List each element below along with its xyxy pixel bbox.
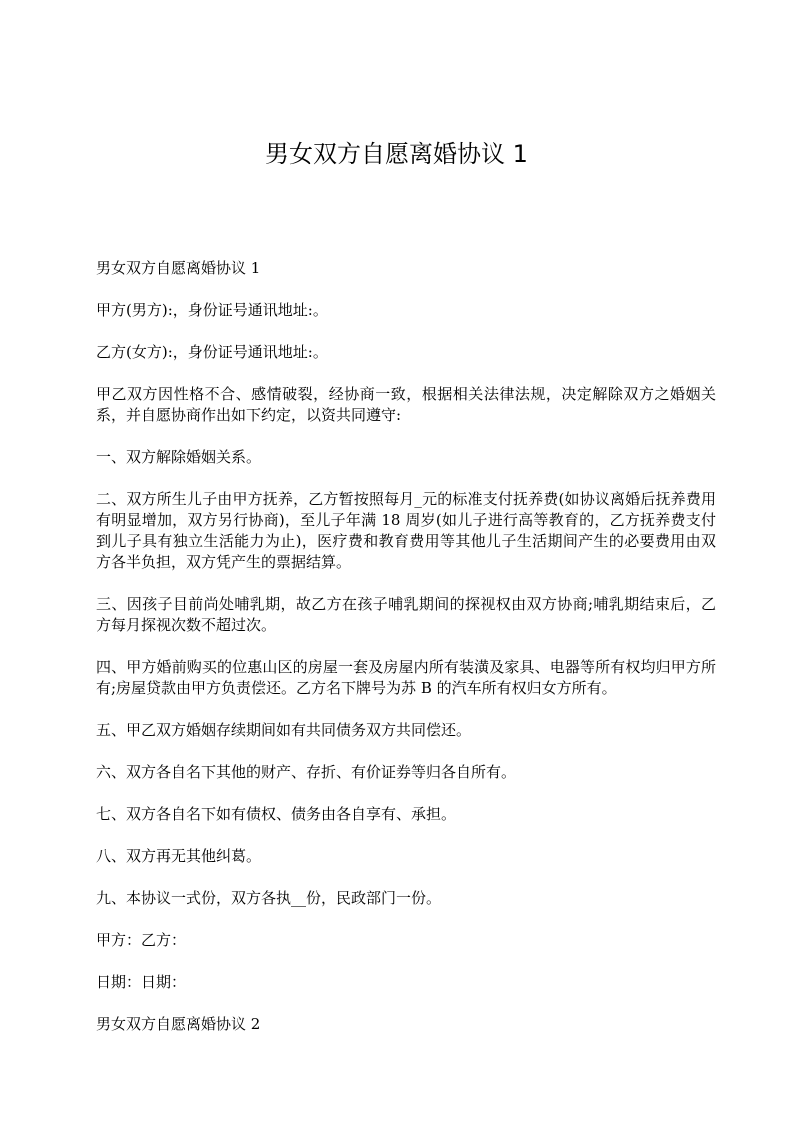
paragraph-clause-5: 五、甲乙双方婚姻存续期间如有共同债务双方共同偿还。 <box>96 721 472 739</box>
paragraph-clause-9: 九、本协议一式份，双方各执__份，民政部门一份。 <box>96 889 442 907</box>
paragraph-clause-2: 二、双方所生儿子由甲方抚养，乙方暂按照每月_元的标准支付抚养费(如协议离婚后抚养费用有明显增加，双方另行协商)，至儿子年满 18 周岁(如儿子进行高等教育的，乙方抚养费支付到儿子具有独立生活能力为止)，医疗费和教育费用等其他儿子生活期间产生的必要费用由双方各半负担，双方凭产生的票据结算。 <box>96 490 716 571</box>
paragraph-dates: 日期：日期： <box>96 973 187 991</box>
paragraph-clause-3: 三、因孩子目前尚处哺乳期，故乙方在孩子哺乳期间的探视权由双方协商;哺乳期结束后，乙方每月探视次数不超过次。 <box>96 595 716 634</box>
document-body <box>96 258 716 1056</box>
paragraph-clause-8: 八、双方再无其他纠葛。 <box>96 847 262 865</box>
paragraph-clause-7: 七、双方各自名下如有债权、债务由各自享有、承担。 <box>96 805 457 823</box>
paragraph-next-title: 男女双方自愿离婚协议 2 <box>96 1015 261 1033</box>
paragraph-clause-4: 四、甲方婚前购买的位惠山区的房屋一套及房屋内所有装潢及家具、电器等所有权均归甲方所有;房屋贷款由甲方负责偿还。乙方名下牌号为苏 B 的汽车所有权归女方所有。 <box>96 658 716 697</box>
paragraph-preamble: 甲乙双方因性格不合、感情破裂，经协商一致，根据相关法律法规，决定解除双方之婚姻关系，并自愿协商作出如下约定，以资共同遵守: <box>96 385 716 424</box>
paragraph-party-b: 乙方(女方):，身份证号通讯地址:。 <box>96 343 328 361</box>
paragraph-signatures: 甲方：乙方： <box>96 931 187 949</box>
paragraph-subtitle: 男女双方自愿离婚协议 1 <box>96 259 261 277</box>
paragraph-party-a: 甲方(男方):，身份证号通讯地址:。 <box>96 301 328 319</box>
document-title: 男女双方自愿离婚协议 1 <box>265 140 528 168</box>
paragraph-clause-6: 六、双方各自名下其他的财产、存折、有价证券等归各自所有。 <box>96 763 517 781</box>
paragraph-clause-1: 一、双方解除婚姻关系。 <box>96 448 262 466</box>
